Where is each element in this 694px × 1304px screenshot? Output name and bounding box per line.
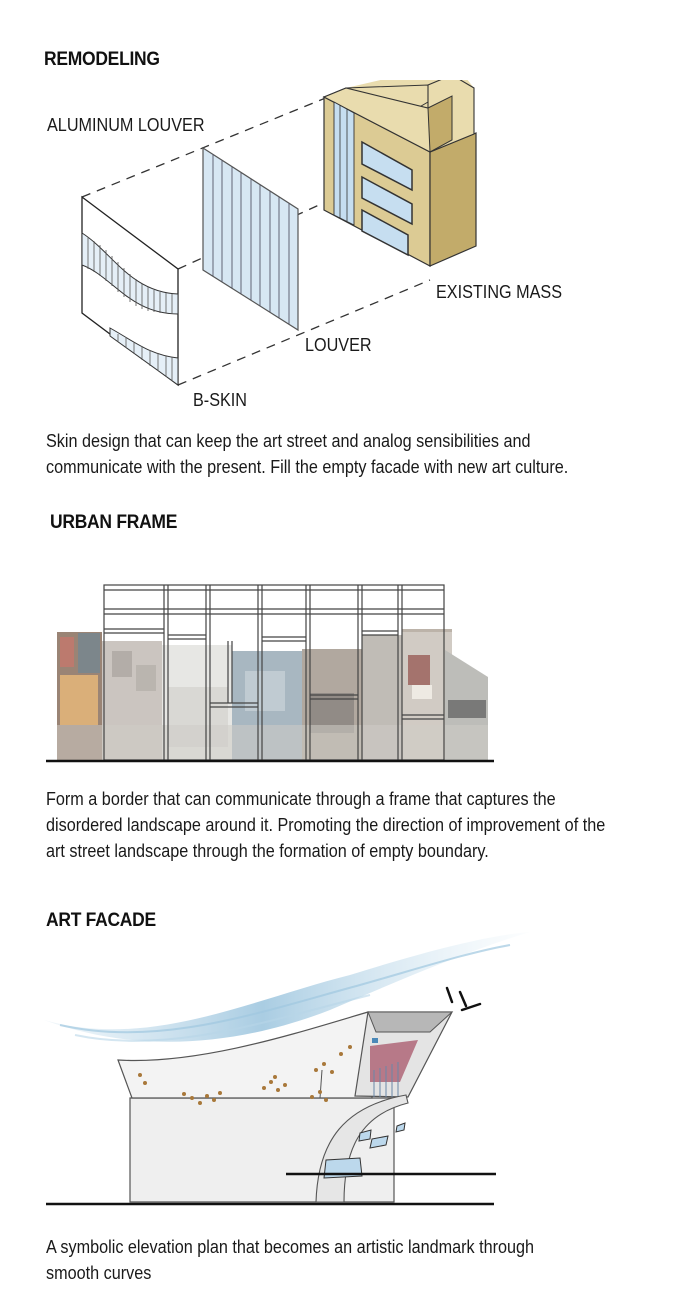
- caption-line: communicate with the present. Fill the empty facade with new art culture.: [46, 457, 569, 477]
- label-louver: LOUVER: [305, 335, 372, 355]
- art-facade-diagram: [0, 920, 694, 1220]
- remodeling-heading: REMODELING: [44, 49, 160, 70]
- label-b-skin: B-SKIN: [193, 390, 248, 410]
- sparkle-icon: [447, 988, 480, 1010]
- caption-line: Skin design that can keep the art street and analog sensibilities and: [46, 431, 531, 451]
- label-aluminum-louver: ALUMINUM LOUVER: [47, 115, 205, 135]
- caption-line: A symbolic elevation plan that becomes an artistic landmark through: [46, 1237, 535, 1257]
- label-existing-mass: EXISTING MASS: [436, 282, 563, 302]
- remodeling-caption: [46, 428, 568, 480]
- art-facade-heading: ART FACADE: [46, 910, 156, 931]
- caption-line: art street landscape through the formation of empty boundary.: [46, 841, 489, 861]
- urban-frame-diagram: [0, 575, 694, 775]
- louver-panel: [203, 148, 298, 330]
- urban-frame-caption: [46, 786, 605, 864]
- urban-frame-heading: URBAN FRAME: [50, 512, 178, 533]
- street-scene: [57, 629, 488, 760]
- b-skin-panel: [82, 197, 178, 385]
- art-facade-caption: [46, 1234, 534, 1286]
- wind-swoosh: [44, 932, 530, 1042]
- caption-line: disordered landscape around it. Promoting the direction of improvement of the: [46, 815, 606, 835]
- existing-mass: [324, 80, 476, 266]
- caption-line: Form a border that can communicate through a frame that captures the: [46, 789, 556, 809]
- caption-line: smooth curves: [46, 1263, 152, 1283]
